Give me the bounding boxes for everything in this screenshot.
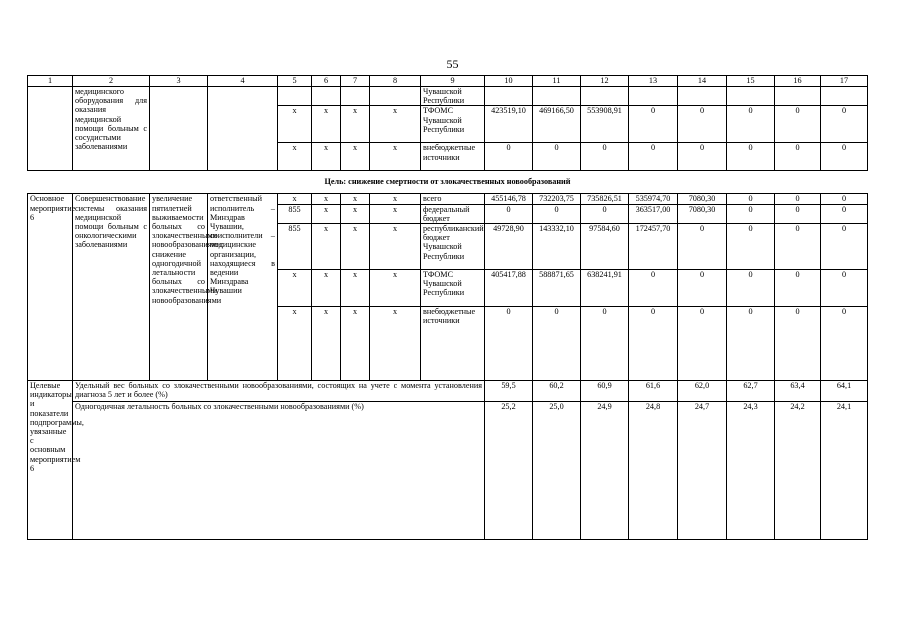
cell: x xyxy=(312,307,341,381)
value-cell xyxy=(727,87,775,106)
value-cell: 0 xyxy=(678,270,727,307)
event6-executor: ответственный исполнитель – Минздрав Чувашии, соисполнители – медицинские организации, находящиеся в ведении Минздрава Чувашии xyxy=(208,194,278,381)
column-number-6: 6 xyxy=(312,76,341,87)
column-number-3: 3 xyxy=(150,76,208,87)
cell xyxy=(312,87,341,106)
cell: x xyxy=(341,106,370,143)
value-cell: 7080,30 xyxy=(678,194,727,204)
page-number: 55 xyxy=(446,57,459,71)
column-number-2: 2 xyxy=(73,76,150,87)
funding-source: республиканский бюджет Чувашской Республики xyxy=(421,224,485,270)
value-cell: 62,0 xyxy=(678,381,727,402)
value-cell: 423519,10 xyxy=(485,106,533,143)
value-cell: 61,6 xyxy=(629,381,678,402)
value-cell: 97584,60 xyxy=(581,224,629,270)
funding-source: внебюджетные источники xyxy=(421,143,485,171)
column-number-4: 4 xyxy=(208,76,278,87)
value-cell: 172457,70 xyxy=(629,224,678,270)
cell xyxy=(370,87,421,106)
value-cell: 535974,70 xyxy=(629,194,678,204)
cell xyxy=(278,87,312,106)
cell: x xyxy=(341,194,370,204)
value-cell: 0 xyxy=(821,224,868,270)
value-cell: 0 xyxy=(629,307,678,381)
value-cell: 24,2 xyxy=(775,402,821,540)
value-cell: 0 xyxy=(678,106,727,143)
cell: x xyxy=(370,106,421,143)
value-cell: 732203,75 xyxy=(533,194,581,204)
value-cell: 0 xyxy=(727,106,775,143)
value-cell: 63,4 xyxy=(775,381,821,402)
cell: x xyxy=(370,307,421,381)
cell: x xyxy=(312,194,341,204)
column-number-1: 1 xyxy=(28,76,73,87)
event6-name: Совершенствование системы оказания медицинской помощи больным с онкологическими заболеваниями xyxy=(73,194,150,381)
value-cell xyxy=(775,87,821,106)
value-cell: 0 xyxy=(821,204,868,223)
value-cell: 49728,90 xyxy=(485,224,533,270)
value-cell: 0 xyxy=(485,307,533,381)
value-cell: 143332,10 xyxy=(533,224,581,270)
value-cell: 0 xyxy=(727,194,775,204)
cell xyxy=(341,87,370,106)
cell: x xyxy=(312,143,341,171)
value-cell xyxy=(629,87,678,106)
value-cell: 0 xyxy=(533,307,581,381)
column-number-14: 14 xyxy=(678,76,727,87)
cell: x xyxy=(341,143,370,171)
value-cell: 0 xyxy=(727,224,775,270)
column-number-11: 11 xyxy=(533,76,581,87)
value-cell: 0 xyxy=(581,143,629,171)
indicator-row-2 xyxy=(28,402,868,540)
value-cell: 60,2 xyxy=(533,381,581,402)
value-cell: 60,9 xyxy=(581,381,629,402)
value-cell: 0 xyxy=(727,307,775,381)
program-table xyxy=(27,75,868,540)
value-cell: 24,9 xyxy=(581,402,629,540)
value-cell: 0 xyxy=(581,307,629,381)
event6-expected-result: увеличение пятилетней выживаемости больных со злокачественными новообразованиями; снижение одногодичной летальности больных со злокачественными новообразованиями xyxy=(150,194,208,381)
value-cell xyxy=(581,87,629,106)
value-cell: 7080,30 xyxy=(678,204,727,223)
column-number-12: 12 xyxy=(581,76,629,87)
value-cell: 0 xyxy=(821,143,868,171)
value-cell: 24,7 xyxy=(678,402,727,540)
indicator-row-1 xyxy=(28,381,868,402)
value-cell: 405417,88 xyxy=(485,270,533,307)
column-number-10: 10 xyxy=(485,76,533,87)
continued-row-1 xyxy=(28,87,868,106)
value-cell xyxy=(485,87,533,106)
indicator-text: Одногодичная летальность больных со злокачественными новообразованиями (%) xyxy=(73,402,485,540)
value-cell: 0 xyxy=(775,204,821,223)
value-cell: 0 xyxy=(727,204,775,223)
indicator-text: Удельный вес больных со злокачественными новообразованиями, состоящих на учете с момента установления диагноза 5 лет и более (%) xyxy=(73,381,485,402)
value-cell: 0 xyxy=(775,194,821,204)
value-cell: 64,1 xyxy=(821,381,868,402)
value-cell xyxy=(533,87,581,106)
value-cell xyxy=(678,87,727,106)
funding-source: всего xyxy=(421,194,485,204)
value-cell: 638241,91 xyxy=(581,270,629,307)
goal-heading: Цель: снижение смертности от злокачественных новообразований xyxy=(28,171,868,194)
value-cell: 59,5 xyxy=(485,381,533,402)
goal-row xyxy=(28,171,868,194)
cont-col4 xyxy=(208,87,278,171)
cell: 855 xyxy=(278,224,312,270)
event6-row-1 xyxy=(28,194,868,204)
value-cell: 25,2 xyxy=(485,402,533,540)
column-number-7: 7 xyxy=(341,76,370,87)
value-cell: 0 xyxy=(821,194,868,204)
value-cell: 62,7 xyxy=(727,381,775,402)
value-cell: 0 xyxy=(581,204,629,223)
cell: x xyxy=(312,270,341,307)
value-cell: 0 xyxy=(629,106,678,143)
value-cell: 0 xyxy=(533,204,581,223)
column-numbers-row xyxy=(28,76,868,87)
column-number-5: 5 xyxy=(278,76,312,87)
column-number-17: 17 xyxy=(821,76,868,87)
value-cell: 24,8 xyxy=(629,402,678,540)
column-number-9: 9 xyxy=(421,76,485,87)
cell: x xyxy=(341,270,370,307)
cell: 855 xyxy=(278,204,312,223)
value-cell: 0 xyxy=(775,143,821,171)
column-number-15: 15 xyxy=(727,76,775,87)
value-cell: 363517,00 xyxy=(629,204,678,223)
cell: x xyxy=(278,106,312,143)
indicators-label: Целевые индикаторы и показатели подпрограммы, увязанные с основным мероприятием 6 xyxy=(28,381,73,540)
cell: x xyxy=(312,224,341,270)
cont-col1 xyxy=(28,87,73,171)
column-number-16: 16 xyxy=(775,76,821,87)
funding-source: Чувашской Республики xyxy=(421,87,485,106)
cell: x xyxy=(370,270,421,307)
value-cell: 0 xyxy=(678,224,727,270)
value-cell: 0 xyxy=(775,307,821,381)
value-cell: 0 xyxy=(727,143,775,171)
value-cell: 455146,78 xyxy=(485,194,533,204)
value-cell: 0 xyxy=(775,106,821,143)
cell: x xyxy=(370,224,421,270)
value-cell: 0 xyxy=(727,270,775,307)
funding-source: ТФОМС Чувашской Республики xyxy=(421,270,485,307)
value-cell: 24,3 xyxy=(727,402,775,540)
value-cell: 24,1 xyxy=(821,402,868,540)
value-cell: 0 xyxy=(533,143,581,171)
cell: x xyxy=(341,224,370,270)
cell: x xyxy=(278,270,312,307)
funding-source: ТФОМС Чувашской Республики xyxy=(421,106,485,143)
value-cell: 0 xyxy=(485,204,533,223)
cell: x xyxy=(278,307,312,381)
cell: x xyxy=(278,194,312,204)
value-cell: 735826,51 xyxy=(581,194,629,204)
value-cell: 0 xyxy=(821,307,868,381)
value-cell: 0 xyxy=(629,143,678,171)
cont-col3 xyxy=(150,87,208,171)
funding-source: федеральный бюджет xyxy=(421,204,485,223)
event6-title: Основное мероприятие 6 xyxy=(28,194,73,381)
cell: x xyxy=(341,204,370,223)
cell: x xyxy=(278,143,312,171)
value-cell xyxy=(821,87,868,106)
value-cell: 0 xyxy=(775,224,821,270)
value-cell: 0 xyxy=(821,270,868,307)
value-cell: 553908,91 xyxy=(581,106,629,143)
cell: x xyxy=(370,143,421,171)
value-cell: 0 xyxy=(629,270,678,307)
cell: x xyxy=(312,106,341,143)
cell: x xyxy=(370,194,421,204)
value-cell: 0 xyxy=(775,270,821,307)
cell: x xyxy=(341,307,370,381)
value-cell: 469166,50 xyxy=(533,106,581,143)
value-cell: 0 xyxy=(678,143,727,171)
value-cell: 0 xyxy=(821,106,868,143)
cont-col2-text: медицинского оборудования для оказания медицинской помощи больным с сосудистыми заболеваниями xyxy=(73,87,150,171)
cell: x xyxy=(312,204,341,223)
column-number-13: 13 xyxy=(629,76,678,87)
funding-source: внебюджетные источники xyxy=(421,307,485,381)
value-cell: 588871,65 xyxy=(533,270,581,307)
cell: x xyxy=(370,204,421,223)
value-cell: 0 xyxy=(485,143,533,171)
column-number-8: 8 xyxy=(370,76,421,87)
value-cell: 0 xyxy=(678,307,727,381)
value-cell: 25,0 xyxy=(533,402,581,540)
